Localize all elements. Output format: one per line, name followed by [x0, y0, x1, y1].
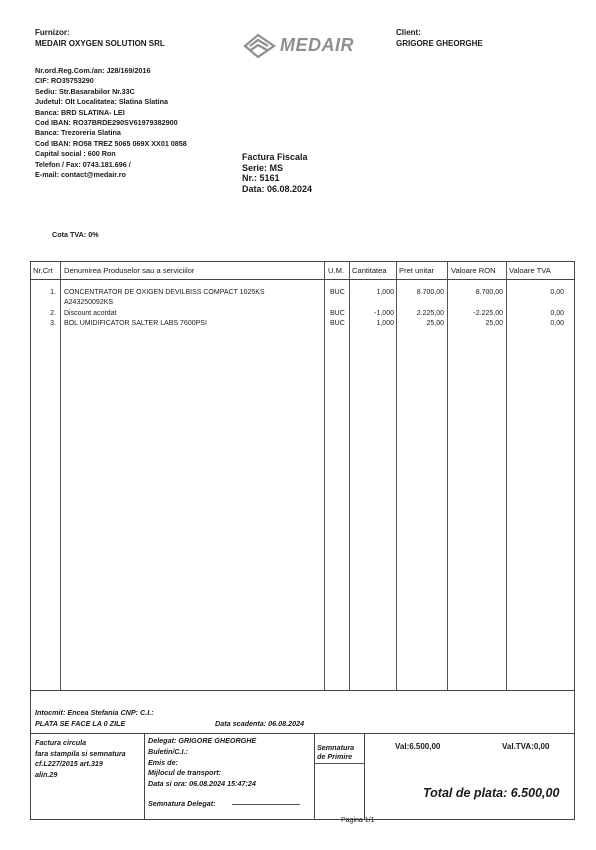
invoice-block: [242, 152, 312, 194]
receipt-signature: [317, 743, 354, 761]
supplier-county: Judetul: Olt Localitatea: Slatina Slatina: [35, 97, 168, 107]
invoice-series: Serie: MS: [242, 162, 284, 173]
invoice-date: Data: 06.08.2024: [242, 183, 313, 194]
signature-box-line: [314, 763, 364, 764]
supplier-label: Furnizor:: [35, 28, 70, 37]
header-price: Pret unitar: [399, 266, 435, 275]
col-divider: [396, 262, 397, 690]
row-2-vat: 0,00: [550, 310, 564, 317]
total-to-pay: Total de plata: 6.500,00: [423, 786, 560, 800]
row-3-value: 25,00: [485, 320, 503, 327]
supplier-bank-2: Banca: Trezoreria Slatina: [35, 128, 121, 138]
row-1-name: CONCENTRATOR DE OXIGEN DEVILBISS COMPACT 1025KS: [64, 289, 265, 296]
note-line: fara stampila si semnatura: [35, 748, 126, 758]
row-2-nr: 2.: [50, 310, 56, 317]
issued-by: Intocmit: Encea Stefania CNP: C.I.:: [35, 708, 154, 717]
row-3-um: BUC: [330, 320, 345, 327]
header-vat: Valoare TVA: [509, 266, 551, 275]
col-divider: [506, 262, 507, 690]
client-label: Client:: [396, 28, 421, 37]
delegate-name: Delegat: GRIGORE GHEORGHE: [148, 736, 257, 745]
invoice-number: Nr.: 5161: [242, 173, 280, 183]
row-3-qty: 1,000: [376, 320, 394, 327]
delegate-block: [148, 736, 256, 790]
supplier-capital: Capital social : 600 Ron: [35, 149, 116, 159]
header-nr: Nr.Crt: [33, 266, 53, 275]
row-3-name: BOL UMIDIFICATOR SALTER LABS 7600PSI: [64, 320, 207, 327]
row-1-um: BUC: [330, 289, 345, 296]
row-3-vat: 0,00: [550, 320, 564, 327]
col-divider: [324, 262, 325, 690]
row-1-price: 8.700,00: [416, 289, 444, 296]
row-2-um: BUC: [330, 310, 345, 317]
supplier-reg: Nr.ord.Reg.Com./an: J28/169/2016: [35, 66, 151, 75]
supplier-iban: Cod IBAN: RO37BRDE290SV61979382900: [35, 118, 178, 128]
row-2-qty: -1,000: [374, 310, 394, 317]
row-2-name: Discount acordat: [64, 310, 117, 317]
header-um: U.M.: [328, 266, 345, 275]
delegate-id: Buletin/C.I.:: [148, 746, 188, 756]
row-1-nr: 1.: [50, 289, 56, 296]
row-3-nr: 3.: [50, 320, 56, 327]
row-1-name-2: A243250092KS: [64, 299, 114, 306]
row-2-price: 2.225,00: [416, 310, 444, 317]
client-block: [396, 27, 483, 49]
footer-col-divider: [314, 733, 315, 820]
note-line: alin.29: [35, 769, 58, 779]
supplier-name: MEDAIR OXYGEN SOLUTION SRL: [35, 38, 165, 48]
supplier-iban-2: Cod IBAN: RO58 TREZ 5065 069X XX01 0858: [35, 138, 187, 148]
row-2-value: -2.225,00: [473, 310, 503, 317]
note-line: Factura circula: [35, 738, 87, 747]
total-vat: Val.TVA:0,00: [502, 742, 550, 751]
invoice-note: [35, 738, 126, 780]
col-divider: [60, 262, 61, 690]
client-name: GRIGORE GHEORGHE: [396, 39, 483, 48]
note-line: cf.L227/2015 art.319: [35, 759, 103, 768]
supplier-email: E-mail: contact@medair.ro: [35, 170, 126, 180]
receipt-sign-line: Semnatura: [317, 743, 355, 752]
logo-emblem-icon: [245, 35, 274, 57]
header-qty: Cantitatea: [352, 266, 387, 275]
footer-col-divider: [364, 733, 365, 820]
footer-col-divider: [144, 733, 145, 820]
delegate-transport: Mijlocul de transport:: [148, 768, 222, 778]
delegate-signature-label: Semnatura Delegat:: [148, 799, 216, 808]
delegate-issued: Emis de:: [148, 757, 178, 767]
row-1-vat: 0,00: [550, 289, 564, 296]
page-number: Pagina 1/1: [341, 817, 375, 824]
header-value: Valoare RON: [451, 266, 496, 275]
delegate-signature-line: [232, 804, 300, 805]
supplier-details: [35, 66, 187, 180]
supplier-block: [35, 28, 165, 49]
row-1-qty: 1,000: [376, 289, 394, 296]
delegate-datetime: Data si ora: 06.08.2024 15:47:24: [148, 779, 256, 789]
supplier-cif: CIF: RO35753290: [35, 76, 94, 86]
supplier-phone: Telefon / Fax: 0743.181.696 /: [35, 159, 131, 169]
row-1-value: 8.700,00: [475, 289, 503, 296]
footer-divider: [30, 733, 575, 734]
due-date: Data scadenta: 06.08.2024: [215, 719, 305, 728]
total-value: Val:6.500,00: [395, 742, 441, 751]
logo-text: MEDAIR: [280, 35, 354, 55]
supplier-address: Sediu: Str.Basarabilor Nr.33C: [35, 86, 135, 96]
vat-rate: Cota TVA: 0%: [52, 230, 99, 239]
header-name: Denumirea Produselor sau a serviciilor: [64, 266, 195, 275]
payment-terms: PLATA SE FACE LA 0 ZILE: [35, 719, 126, 728]
receipt-sign-line: de Primire: [317, 752, 353, 761]
invoice-title: Factura Fiscala: [242, 152, 308, 162]
row-3-price: 25,00: [426, 320, 444, 327]
supplier-bank: Banca: BRD SLATINA- LEI: [35, 107, 125, 117]
col-divider: [447, 262, 448, 690]
